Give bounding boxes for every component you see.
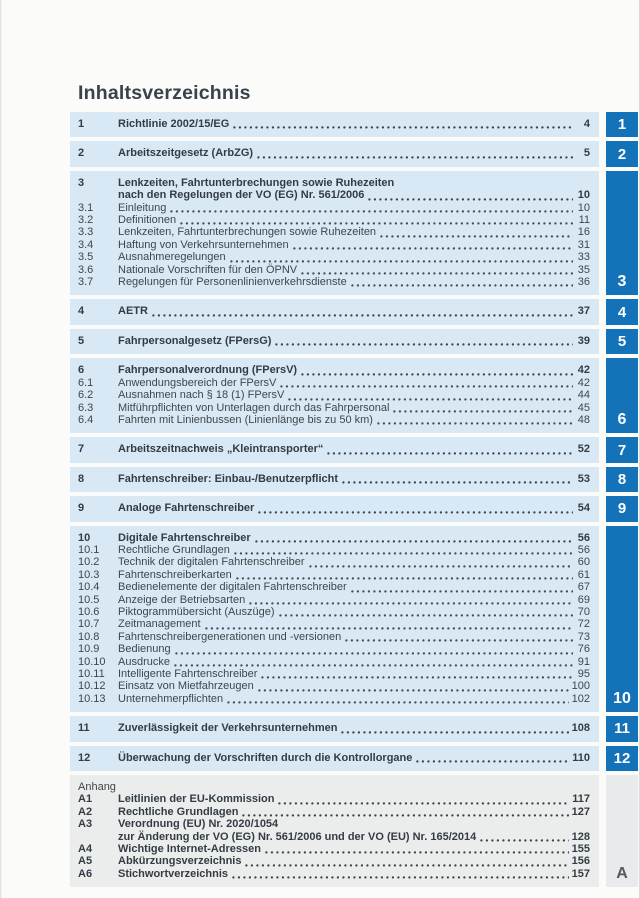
toc-entry-number: A1 [78, 793, 93, 806]
toc-entry [78, 189, 590, 201]
chapter-tab [606, 141, 638, 166]
toc-entry [78, 473, 590, 485]
toc-entry-number: 10.3 [78, 568, 100, 581]
toc-entry-number: 10.12 [78, 680, 106, 693]
chapter-tab-label: 5 [617, 333, 627, 351]
toc-entry [78, 239, 590, 251]
toc-section [70, 496, 638, 521]
toc-entry [78, 364, 590, 376]
toc-entry-number: 6 [78, 364, 85, 377]
toc-entry-page: 128 [571, 830, 590, 843]
toc-entry [78, 868, 590, 880]
toc-entry-label: Einsatz von Mietfahrzeugen [118, 680, 254, 693]
toc-entry-page: 72 [577, 618, 590, 631]
dotted-leader [230, 260, 573, 263]
chapter-tab [606, 112, 638, 137]
chapter-tab-label: 6 [617, 411, 627, 429]
toc-entry-page: 53 [577, 472, 590, 485]
chapter-tab [606, 467, 638, 492]
toc-entry [78, 606, 590, 618]
dotted-leader [152, 314, 573, 317]
toc-section-entries [70, 496, 599, 521]
chapter-tab-label: 7 [617, 441, 627, 459]
toc-entry [78, 251, 590, 263]
toc-entry [78, 177, 590, 189]
toc-entry-label: nach den Regelungen der VO (EG) Nr. 561/2006 [118, 189, 365, 202]
toc-entry [78, 693, 590, 705]
dotted-leader [175, 652, 573, 655]
dotted-leader [301, 272, 573, 275]
toc-section-entries [70, 467, 599, 492]
toc-entry-number: 10.6 [78, 605, 100, 618]
toc-entry-page: 76 [577, 643, 590, 656]
toc-entry-page: 60 [577, 556, 590, 569]
toc-section-entries [70, 171, 599, 296]
dotted-leader [327, 452, 573, 455]
toc-entry-label: Lenkzeiten, Fahrtunterbrechungen sowie Ruhezeiten [118, 226, 377, 239]
chapter-tab [606, 496, 638, 521]
toc-entry-number: 10.11 [78, 668, 105, 680]
toc-entry [78, 556, 590, 568]
dotted-leader [380, 235, 573, 238]
dotted-leader [280, 385, 573, 388]
dotted-leader [279, 614, 573, 617]
toc-section-entries [70, 358, 599, 433]
toc-section-entries [70, 329, 599, 354]
dotted-leader [301, 373, 573, 376]
dotted-leader [232, 876, 569, 879]
dotted-leader [170, 210, 573, 213]
toc-entry [78, 631, 590, 643]
chapter-tab-label: 1 [617, 116, 627, 134]
toc-entry-label: Fahrtenschreiberkarten [118, 568, 232, 581]
toc-entry-page: 16 [577, 226, 590, 239]
toc-entry-label: Fahrtenschreibergenerationen und -versionen [118, 630, 342, 643]
toc-entry [78, 264, 590, 276]
toc-entry [78, 532, 590, 544]
toc-entry [78, 276, 590, 288]
toc-entry-number: 2 [78, 147, 85, 160]
toc-section-entries [70, 746, 599, 771]
toc-entry-label: Unternehmerpflichten [118, 692, 224, 705]
toc-entry-label: Leitlinien der EU-Kommission [118, 793, 275, 806]
toc-entry-label: zur Änderung der VO (EG) Nr. 561/2006 und der VO (EU) Nr. 165/2014 [118, 830, 477, 843]
toc-section [70, 775, 638, 887]
toc-section-entries [70, 437, 599, 462]
toc-entry-number: 4 [78, 305, 85, 318]
toc-entry-page: 156 [571, 855, 590, 868]
toc-entry-label: Bedienelemente der digitalen Fahrtenschreiber [118, 581, 347, 594]
chapter-tab-label: 2 [617, 145, 627, 163]
toc-entry-label: Wichtige Internet-Adressen [118, 843, 261, 856]
toc-entry-label: Piktogrammübersicht (Auszüge) [118, 605, 275, 618]
toc-entry-page: 37 [577, 305, 590, 318]
scan-left-edge [0, 0, 2, 898]
toc-entry-page: 108 [571, 722, 590, 735]
toc-entry [78, 544, 590, 556]
toc-entry-page: 35 [577, 263, 590, 276]
chapter-tab-label: 10 [613, 690, 631, 708]
dotted-leader [278, 802, 569, 805]
toc-entry [78, 594, 590, 606]
chapter-tab [606, 437, 638, 462]
toc-entry-number: 3.3 [78, 226, 94, 239]
toc-entry-number: 11 [78, 722, 90, 735]
toc-entry-number: 7 [78, 443, 85, 456]
toc-entry-page: 102 [571, 692, 590, 705]
toc-entry-number: 1 [78, 118, 85, 130]
toc-entry-number: 10.8 [78, 630, 100, 643]
toc-entry [78, 335, 590, 347]
dotted-leader [233, 126, 573, 129]
dotted-leader [236, 577, 573, 580]
dotted-leader [293, 247, 573, 250]
dotted-leader [180, 222, 573, 225]
toc-entry-number: 10.7 [78, 618, 100, 631]
dotted-leader [249, 602, 573, 605]
chapter-tab [606, 775, 638, 887]
dotted-leader [257, 156, 573, 159]
toc-section-entries [70, 112, 599, 137]
dotted-leader [265, 851, 569, 854]
toc-entry-page: 56 [577, 543, 590, 556]
toc-entry [78, 680, 590, 692]
toc-entry-number: 6.3 [78, 401, 94, 414]
toc-entry-number: A6 [78, 867, 93, 880]
toc-entry-label: Verordnung (EU) Nr. 2020/1054 [118, 818, 279, 831]
toc-entry-page: 10 [577, 189, 590, 202]
toc-entry [78, 414, 590, 426]
chapter-tab [606, 171, 638, 296]
toc-entry-page: 61 [577, 568, 590, 581]
toc-section [70, 746, 638, 771]
dotted-leader [342, 481, 573, 484]
toc-entry-page: 110 [572, 751, 590, 764]
toc-entry [78, 855, 590, 867]
page-title: Inhaltsverzeichnis [78, 82, 251, 104]
toc-entry-label: Bedienung [118, 643, 171, 656]
toc-entry-number: 3.7 [78, 276, 94, 289]
toc-entry [78, 118, 590, 130]
toc-entry-label: Digitale Fahrtenschreiber [118, 531, 251, 544]
toc-entry-page: 39 [577, 334, 590, 347]
dotted-leader [341, 731, 568, 734]
toc-section-entries [70, 299, 599, 324]
toc-entry-label: Zeitmanagement [118, 618, 201, 631]
dotted-leader [242, 814, 568, 817]
dotted-leader [255, 540, 573, 543]
toc-entry [78, 643, 590, 655]
toc-entry [78, 502, 590, 514]
toc-entry-page: 45 [577, 401, 590, 414]
chapter-tab [606, 329, 638, 354]
toc-entry-number: A5 [78, 855, 93, 868]
dotted-leader [245, 864, 568, 867]
toc-entry-number: 3.4 [78, 238, 94, 251]
toc-entry-label: Mitführpflichten von Unterlagen durch das Fahrpersonal [118, 401, 390, 414]
toc-bands [70, 112, 638, 887]
chapter-tab-label: 8 [617, 470, 627, 488]
toc-entry-label: Haftung von Verkehrsunternehmen [118, 238, 289, 251]
toc-entry-label: Richtlinie 2002/15/EG [118, 118, 230, 130]
toc-entry [78, 402, 590, 414]
toc-entry-number: 5 [78, 334, 85, 347]
toc-entry-label: Lenkzeiten, Fahrtunterbrechungen sowie Ruhezeiten [118, 176, 395, 189]
dotted-leader [258, 511, 573, 514]
toc-entry-label: Regelungen für Personenlinienverkehrsdienste [118, 276, 347, 289]
toc-entry [78, 806, 590, 818]
toc-entry-label: Intelligente Fahrtenschreiber [118, 668, 258, 680]
toc-entry-number: A4 [78, 843, 93, 856]
dotted-leader [227, 701, 568, 704]
toc-entry-label: Abkürzungsverzeichnis [118, 855, 242, 868]
dotted-leader [174, 664, 573, 667]
toc-entry-page: 44 [577, 389, 590, 402]
toc-entry-number: 3.1 [78, 201, 94, 214]
toc-section [70, 329, 638, 354]
toc-entry-label: Nationale Vorschriften für den ÖPNV [118, 263, 298, 276]
toc-entry-page: 36 [577, 276, 590, 289]
chapter-tab [606, 299, 638, 324]
dotted-leader [393, 410, 573, 413]
toc-entry [78, 722, 590, 734]
toc-entry-page: 69 [577, 593, 590, 606]
toc-entry-number: A3 [78, 818, 93, 831]
toc-entry-number: 10.1 [78, 543, 100, 556]
toc-entry [78, 214, 590, 226]
toc-section [70, 141, 638, 166]
toc-entry [78, 781, 590, 793]
toc-entry [78, 581, 590, 593]
toc-entry-page: 52 [577, 443, 590, 456]
toc-entry-label: Anzeige der Betriebsarten [118, 593, 246, 606]
toc-entry-page: 157 [571, 867, 590, 880]
toc-entry [78, 305, 590, 317]
toc-entry-label: Analoge Fahrtenschreiber [118, 502, 255, 515]
toc-entry-number: A2 [78, 805, 93, 818]
toc-entry-page: 127 [571, 805, 590, 818]
toc-entry-page: 117 [572, 793, 590, 806]
toc-entry-page: 5 [583, 147, 590, 160]
toc-entry-label: Rechtliche Grundlagen [118, 805, 239, 818]
toc-entry-label: Rechtliche Grundlagen [118, 543, 230, 556]
toc-entry [78, 377, 590, 389]
toc-entry-page: 31 [577, 238, 590, 251]
toc-entry-page: 73 [577, 630, 590, 643]
toc-entry [78, 389, 590, 401]
toc-entry-label: Ausdrucke [118, 655, 170, 668]
toc-entry [78, 793, 590, 805]
toc-entry-label: Überwachung der Vorschriften durch die Kontrollorgane [118, 751, 413, 764]
dotted-leader [368, 198, 573, 201]
toc-section [70, 171, 638, 296]
toc-entry-page: 155 [571, 843, 590, 856]
toc-entry-label: Definitionen [118, 214, 177, 227]
toc-entry-page: 100 [571, 680, 590, 693]
toc-section [70, 437, 638, 462]
toc-entry-label: Arbeitszeitnachweis „Kleintransporter“ [118, 443, 324, 456]
toc-entry-number: 10.5 [78, 593, 100, 606]
toc-entry-number: 8 [78, 472, 85, 485]
toc-entry-number: 3.2 [78, 214, 94, 227]
toc-entry-number: 3 [78, 176, 85, 189]
toc-entry-page: 11 [578, 214, 590, 227]
toc-entry [78, 443, 590, 455]
toc-entry-number: 10.2 [78, 556, 100, 569]
toc-entry-number: 3.6 [78, 263, 94, 276]
toc-entry-label: Arbeitszeitgesetz (ArbZG) [118, 147, 254, 160]
toc-entry-label: Fahrtenschreiber: Einbau-/Benutzerpflicht [118, 472, 339, 485]
toc-entry-label: Fahrten mit Linienbussen (Linienlänge bis zu 50 km) [118, 413, 373, 426]
dotted-leader [309, 565, 574, 568]
toc-entry-number: Anhang [78, 781, 116, 794]
toc-section [70, 112, 638, 137]
toc-entry-number: 10.10 [78, 655, 106, 668]
toc-entry-label: Ausnahmen nach § 18 (1) FPersV [118, 389, 285, 402]
toc-entry [78, 818, 590, 830]
toc-entry-number: 10 [78, 531, 91, 544]
dotted-leader [480, 839, 568, 842]
toc-entry-label: Zuverlässigkeit der Verkehrsunternehmen [118, 722, 338, 735]
toc-entry-number: 3.5 [78, 251, 94, 264]
chapter-tab [606, 526, 638, 713]
toc-entry-number: 9 [78, 502, 85, 515]
toc-section [70, 358, 638, 433]
toc-entry [78, 656, 590, 668]
toc-entry [78, 147, 590, 159]
toc-entry-page: 42 [577, 376, 590, 389]
toc-entry [78, 618, 590, 630]
toc-section-entries [70, 141, 599, 166]
chapter-tab [606, 746, 638, 771]
chapter-tab-label: 9 [617, 500, 627, 518]
chapter-tab-label: 3 [617, 273, 627, 291]
toc-entry-page: 42 [577, 364, 590, 377]
dotted-leader [205, 627, 573, 630]
dotted-leader [261, 676, 573, 679]
toc-entry-page: 54 [577, 502, 590, 515]
toc-entry-page: 10 [577, 201, 590, 214]
toc-entry-page: 4 [583, 118, 590, 130]
toc-entry-label: AETR [118, 305, 148, 318]
toc-section-entries [70, 526, 599, 713]
toc-entry-label: Anwendungsbereich der FPersV [118, 376, 277, 389]
toc-entry [78, 752, 590, 764]
toc-entry-page: 95 [577, 668, 590, 680]
toc-section-entries [70, 716, 599, 741]
dotted-leader [258, 689, 569, 692]
toc-entry-page: 91 [577, 655, 590, 668]
toc-entry [78, 226, 590, 238]
toc-entry-page: 67 [577, 581, 590, 594]
toc-entry [78, 569, 590, 581]
toc-entry-number: 10.13 [78, 692, 106, 705]
toc-entry-label: Technik der digitalen Fahrtenschreiber [118, 556, 305, 569]
toc-entry-number: 10.4 [78, 581, 100, 594]
toc-entry-label: Fahrpersonalverordnung (FPersV) [118, 364, 298, 377]
dotted-leader [351, 284, 573, 287]
chapter-tab-label: 11 [614, 720, 630, 738]
chapter-tab [606, 358, 638, 433]
dotted-leader [275, 343, 573, 346]
toc-section [70, 716, 638, 741]
toc-entry [78, 202, 590, 214]
dotted-leader [377, 422, 573, 425]
toc-entry-number: 6.2 [78, 389, 94, 402]
toc-entry-page: 33 [577, 251, 590, 264]
toc-entry-number: 10.9 [78, 643, 100, 656]
toc-entry [78, 843, 590, 855]
dotted-leader [351, 590, 573, 593]
dotted-leader [416, 760, 569, 763]
toc-entry [78, 831, 590, 843]
toc-entry-number: 6.1 [78, 376, 94, 389]
toc-section [70, 526, 638, 713]
chapter-tab [606, 716, 638, 741]
toc-section [70, 467, 638, 492]
toc-entry [78, 668, 590, 680]
toc-entry-page: 48 [577, 413, 590, 426]
toc-section-entries [70, 775, 599, 887]
dotted-leader [345, 639, 573, 642]
toc-entry-page: 56 [577, 531, 590, 544]
toc-entry-number: 12 [78, 751, 91, 764]
toc-entry-label: Einleitung [118, 201, 167, 214]
chapter-tab-label: A [616, 865, 628, 883]
toc-section [70, 299, 638, 324]
toc-entry-label: Stichwortverzeichnis [118, 867, 229, 880]
toc-entry-label: Ausnahmeregelungen [118, 251, 226, 264]
chapter-tab-label: 4 [617, 303, 627, 321]
toc-entry-label: Fahrpersonalgesetz (FPersG) [118, 334, 272, 347]
chapter-tab-label: 12 [613, 749, 631, 767]
toc-entry-page: 70 [577, 605, 590, 618]
dotted-leader [288, 398, 573, 401]
toc-entry-number: 6.4 [78, 413, 94, 426]
dotted-leader [234, 552, 573, 555]
